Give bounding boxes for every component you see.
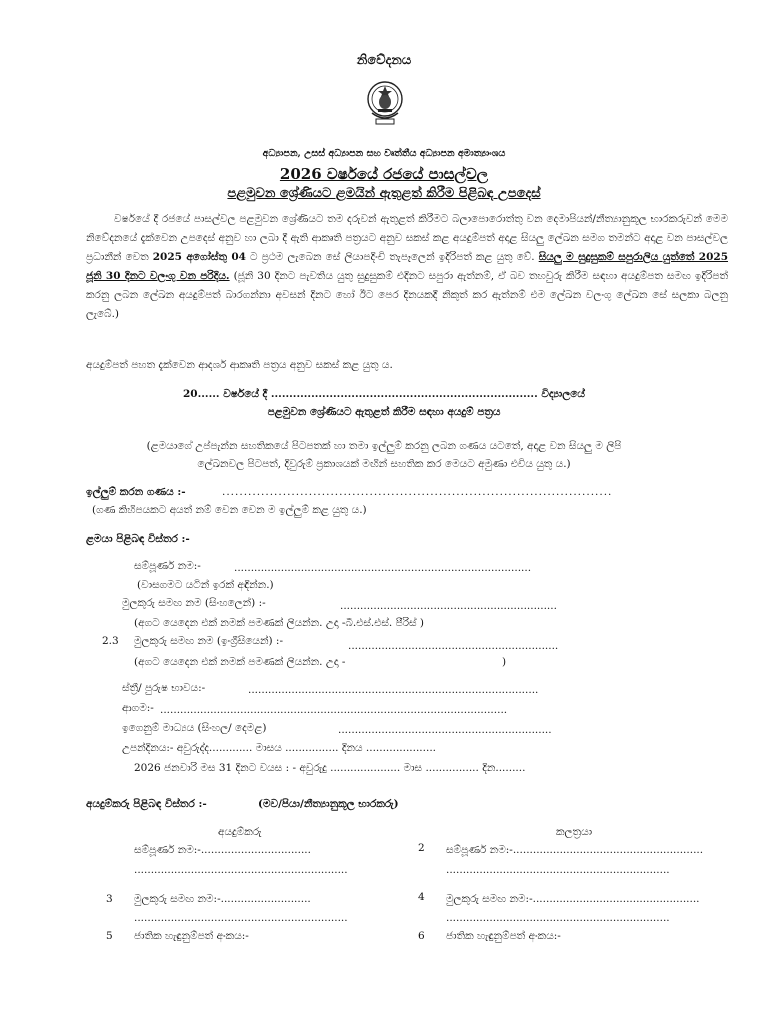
religion-field[interactable]: ........................................................................................................ bbox=[160, 704, 508, 716]
category-label: ඉල්ලුම් කරන ගණය :- bbox=[86, 486, 186, 498]
applicant-section-title: අයදුම්කරු පිළිබඳ විස්තර :- bbox=[86, 798, 207, 810]
instruction-line-2: ලේඛනවල පිටපත්, දිවුරුම් ප්‍රකාශයක් මඟින් සහතික කර මෙයට අමුණා එවිය යුතු ය.) bbox=[197, 458, 571, 470]
gender-field[interactable]: ....................................................................................... bbox=[248, 684, 539, 696]
row-1-cont-left[interactable]: ................................................................ bbox=[134, 864, 348, 876]
row-3-num-left: 5 bbox=[106, 930, 113, 942]
government-emblem-icon bbox=[366, 79, 404, 127]
title-line-2: පළමුවන ශ්‍රේණියට ළමයින් ඇතුළත් කිරීම පිළිබඳ උපදෙස් bbox=[227, 186, 541, 201]
row-2-cont-left[interactable]: ................................................................ bbox=[134, 912, 348, 924]
row-2-num-right: 4 bbox=[418, 891, 425, 903]
form-title: පළමුවන ශ්‍රේණියට ඇතුළත් කිරීම සඳහා අයදුම් පත්‍රය bbox=[267, 406, 501, 418]
row-2-num-left: 3 bbox=[106, 893, 113, 905]
deadline-date: 2025 අගෝස්තු 04 bbox=[152, 251, 246, 263]
notice-title: නිවේදනය bbox=[356, 53, 412, 68]
gender-label: ස්ත්‍රී/ පුරුෂ භාවය:- bbox=[122, 682, 206, 694]
row-2-initials-applicant[interactable]: මුලකුරු සමඟ නම:-........................... bbox=[134, 893, 311, 905]
religion-label: ආගම:- bbox=[122, 702, 154, 714]
row-1-full-name-applicant[interactable]: සම්පූර්ණ නම:-................................. bbox=[134, 844, 311, 856]
category-field[interactable]: .......................................................................................... bbox=[222, 486, 613, 498]
title-line-1: 2026 වර්ෂයේ රජයේ පාසල්වල bbox=[279, 165, 489, 183]
initials-sinhala-note: (අගට යෙදෙන එක් නමක් පමණක් ලියන්න. උදා -බී.එස්.එස්. පීරිස් ) bbox=[134, 617, 425, 629]
row-2-cont-right[interactable]: ................................................................... bbox=[446, 912, 670, 924]
category-note: (ගණ කිහිපයකට අයත් නම් වෙන වෙන ම ඉල්ලුම් කළ යුතු ය.) bbox=[92, 504, 367, 516]
age-line[interactable]: 2026 ජනවාරි මස 31 දිනට වයස : - අවුරුදු ..................... මාස ................ දින......... bbox=[134, 762, 526, 774]
para-text-2: ට ප්‍රථම ලැබෙන සේ ලියාපදිංචි තැපෑලෙන් ඉදිරිපත් කළ යුතු වේ. bbox=[250, 251, 535, 263]
year-school-line: 20...... වර්ෂයේ දී ......................................................................... විද්‍යාලයේ bbox=[183, 388, 585, 400]
applicant-section-paren: (මව/පියා/නීත්‍යානුකූල භාරකරු) bbox=[258, 798, 399, 810]
row-1-cont-right[interactable]: ................................................................... bbox=[446, 864, 670, 876]
column-applicant: අයදුම්කරු bbox=[218, 826, 262, 838]
row-1-num-right: 2 bbox=[418, 842, 425, 854]
initials-sinhala-field[interactable]: ................................................................. bbox=[340, 600, 557, 612]
initials-english-note: (අගට යෙදෙන එක් නමක් පමණක් ලියන්න. උදා - bbox=[134, 656, 346, 668]
para-text-3: (ජූනි 30 දිනට පැවතිය යුතු සුදුසුකම් එදිනට සපුරා ඇත්නම්, ඒ බව තහවුරු කිරීම සඳහා අයදුම්පත සමඟ ඉදිරිපත් කරනු ලබන ලේඛන අයදුම්පත් බාරගන්නා අවසන් දිනට හෝ ඊට පෙර දිනයකදී නිකුත් කර ඇත්නම් එම ලේඛන වලංගු ලේඛන සේ සලකා බලනු ලැබේ.) bbox=[86, 270, 729, 320]
row-2-initials-spouse[interactable]: මුලකුරු සමඟ නම:-.................................................. bbox=[446, 893, 700, 905]
note-paren-close: ) bbox=[502, 656, 507, 668]
medium-label: ඉගෙනුම් මාධ්‍යය (සිංහල/ දෙමළ) bbox=[122, 722, 267, 734]
full-name-note: (වාසගමට යටින් ඉරක් අඳින්න.) bbox=[137, 579, 274, 591]
ministry-name: අධ්‍යාපන, උසස් අධ්‍යාපන සහ වෘත්තීය අධ්‍යාපන අමාත්‍යාංශය bbox=[262, 148, 506, 159]
column-spouse: කලත්‍රයා bbox=[556, 826, 593, 838]
initials-english-label: මුලකුරු සමඟ නම (ඉංග්‍රීසියෙන්) :- bbox=[134, 635, 284, 647]
instruction-line-1: (ළමයාගේ උප්පැන්න සහතිකයේ පිටපතක් හා තමා ඉල්ලුම් කරනු ලබන ගණය යටතේ, අදාළ වන සියලු ම ලිපි bbox=[146, 440, 622, 452]
instruction-paragraph bbox=[86, 210, 728, 324]
full-name-field[interactable]: ......................................................................................... bbox=[234, 562, 532, 574]
row-3-num-right: 6 bbox=[418, 930, 425, 942]
row-1-full-name-spouse[interactable]: සම්පූර්ණ නම:-......................................................... bbox=[446, 844, 704, 856]
para-text-1: වර්ෂයේ දී රජයේ පාසල්වල පළමුවන ශ්‍රේණියට තම දරුවන් ඇතුළත් කිරීමට බලාපොරොත්තු වන දෙමාපියන්/නීත්‍යානුකූල භාරකරුවන් මෙම නිවේදනයේ දැක්වෙන උපදෙස් අනුව හා ලබා දී ඇති ආකෘති පත්‍රයට අනුව සකස් කළ අයදුම්පත් අදාළ සියලු ලේඛන සමග තමන්ට අදාළ වන පාසල්වල ප්‍රධානීන් වෙත bbox=[86, 213, 728, 263]
row-3-nic-applicant[interactable]: ජාතික හැඳුනුම්පත් අංකය:- bbox=[134, 930, 249, 942]
date-of-birth-line[interactable]: උපන්දිනය:- අවුරුද්ද............. මාසය ................ දිනය ..................... bbox=[122, 742, 436, 754]
full-name-label: සම්පූර්ණ නම:- bbox=[134, 560, 201, 572]
qualification-deadline: සියලු ම සුදුසුකම් සපුරාලිය යුත්තේ 2025 ජූනි 30 දිනට වලංගු වන පරිදිය. bbox=[86, 251, 729, 282]
item-number-2-3: 2.3 bbox=[102, 635, 119, 647]
medium-field[interactable]: ................................................................ bbox=[338, 724, 552, 736]
initials-english-field[interactable]: ............................................................... bbox=[348, 640, 559, 652]
row-3-nic-spouse[interactable]: ජාතික හැඳුනුම්පත් අංකය:- bbox=[446, 930, 561, 942]
initials-sinhala-label: මුලකුරු සමඟ නම (සිංහලෙන්) :- bbox=[122, 597, 266, 609]
child-section-title: ළමයා පිළිබඳ විස්තර :- bbox=[86, 533, 190, 545]
format-note: අයදුම්පත් පහත දැක්වෙන ආදර්ශ ආකෘති පත්‍රය අනුව සකස් කළ යුතු ය. bbox=[86, 359, 393, 371]
